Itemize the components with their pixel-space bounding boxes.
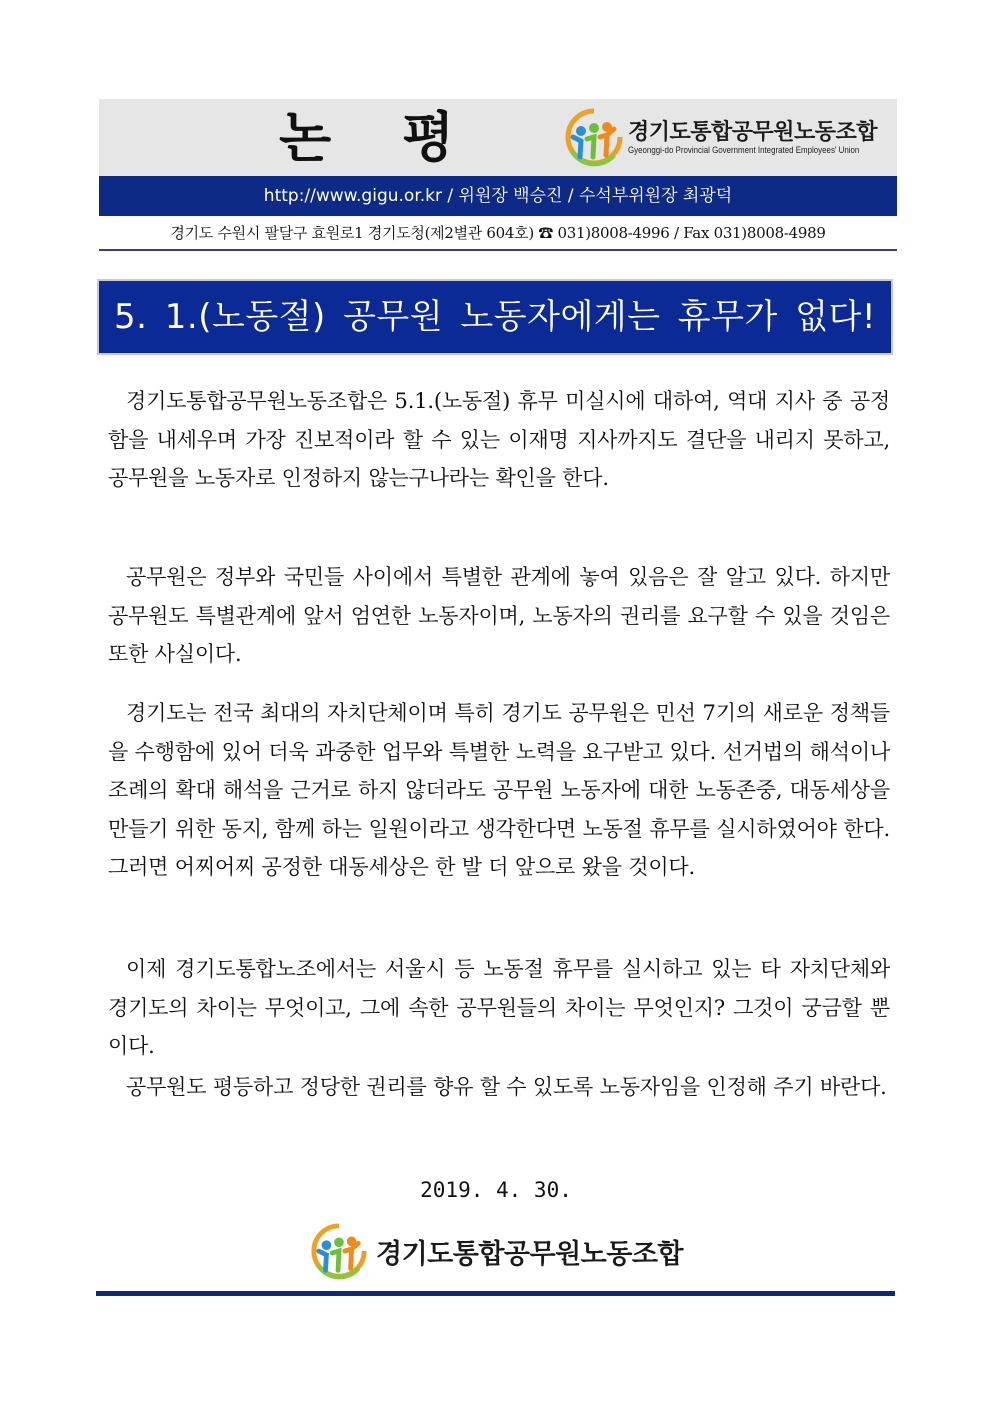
paragraph-text: 경기도는 전국 최대의 자치단체이며 특히 경기도 공무원은 민선 7기의 새로운 정책들을 수행함에 있어 더욱 과중한 업무와 특별한 노력을 요구받고 있다. 선거법의 해석이나 조례의 확대 해석을 근거로 하지 않더라도 공무원 노동자에 대한 노동존중, 대동세상을 만들기 위한 동지, 함께 하는 일원이라고 생각한다면 노동절 휴무를 실시하였어야 한다. 그러면 어찌어찌 공정한 대동세상은 한 발 더 앞으로 왔을 것이다. (108, 701, 890, 879)
union-logo (564, 107, 894, 167)
letterhead (99, 99, 897, 176)
paragraph-text: 경기도통합공무원노동조합은 5.1.(노동절) 휴무 미실시에 대하여, 역대 지사 중 공정함을 내세우며 가장 진보적이라 할 수 있는 이재명 지사까지도 결단을 내리지 못하고, 공무원을 노동자로 인정하지 않는구나라는 확인을 한다. (108, 389, 890, 490)
paragraph-1 (108, 382, 890, 498)
paragraph-text: 공무원도 평등하고 정당한 권리를 향유 할 수 있도록 노동자임을 인정해 주기 바란다. (126, 1075, 887, 1099)
issue-date: 2019. 4. 30. (420, 1178, 572, 1202)
paragraph-4 (108, 950, 890, 1066)
paragraph-3 (108, 694, 890, 887)
paragraph-text: 이제 경기도통합노조에서는 서울시 등 노동절 휴무를 실시하고 있는 타 자치단체와 경기도의 차이는 무엇이고, 그에 속한 공무원들의 차이는 무엇인지? 그것이 궁금할 뿐이다. (108, 957, 890, 1058)
contact-band: http://www.gigu.or.kr / 위원장 백승진 / 수석부위원장 최광덕 (99, 176, 897, 216)
paragraph-text: 공무원은 정부와 국민들 사이에서 특별한 관계에 놓여 있음은 잘 알고 있다. 하지만 공무원도 특별관계에 앞서 엄연한 노동자이며, 노동자의 권리를 요구할 수 있을 것임은 또한 사실이다. (108, 565, 890, 666)
footer-signature (310, 1222, 690, 1278)
footer-divider (96, 1291, 895, 1296)
org-name-korean: 경기도통합공무원노동조합 (628, 120, 878, 145)
paragraph-5 (108, 1068, 890, 1107)
statement-title: 5. 1.(노동절) 공무원 노동자에게는 휴무가 없다! (97, 279, 893, 355)
paragraph-2 (108, 558, 890, 674)
union-people-logo-icon (564, 107, 624, 167)
header-divider (99, 249, 897, 251)
document-type-title: 논 평 (279, 106, 481, 169)
union-people-logo-icon (310, 1222, 368, 1280)
org-name-english: Gyeonggi-do Provincial Government Integrated Employees' Union (628, 145, 860, 155)
footer-org-name: 경기도통합공무원노동조합 (376, 1239, 683, 1270)
address-line: 경기도 수원시 팔달구 효원로1 경기도청(제2별관 604호) ☎ 031)8008-4996 / Fax 031)8008-4989 (170, 224, 826, 242)
